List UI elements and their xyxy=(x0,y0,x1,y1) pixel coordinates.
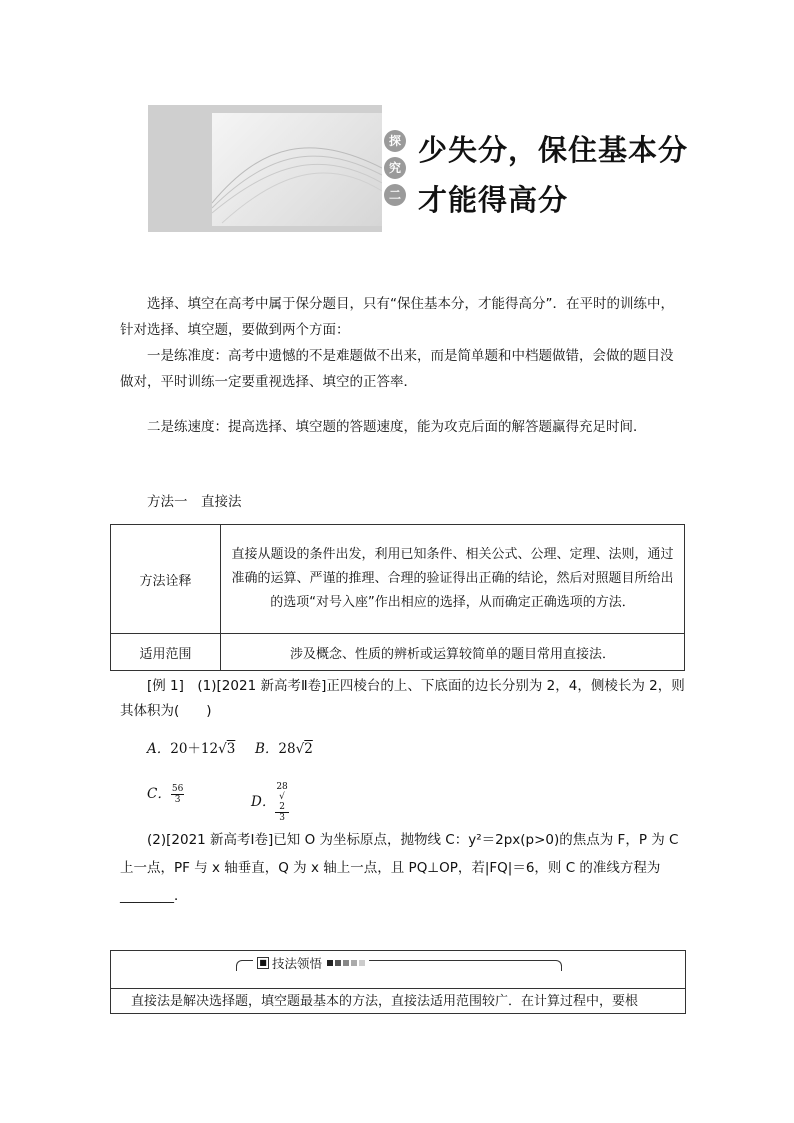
method-table xyxy=(110,524,685,671)
tip-box xyxy=(110,950,686,1014)
tip-title: 技法领悟 xyxy=(272,956,323,971)
option-a-radicand: 3 xyxy=(226,741,236,757)
option-d-label: D． xyxy=(251,794,276,810)
option-a-text: 20＋12 xyxy=(170,741,219,757)
option-c-denominator: 3 xyxy=(174,795,181,805)
section-badge-2: 究 xyxy=(384,157,406,179)
option-d-numerator: 28 xyxy=(276,782,288,792)
table-row xyxy=(111,525,685,634)
decorative-wave xyxy=(212,113,382,226)
page-title-line2: 才能得高分 xyxy=(418,183,569,217)
option-b-text: 28 xyxy=(278,741,296,757)
example-question-2: (2)[2021 新高考Ⅰ卷]已知 O 为坐标原点，抛物线 C：y²＝2px(p>0)的焦点为 F，P 为 C 上一点，PF 与 x 轴垂直，Q 为 x 轴上一点，且 PQ⊥OP，若|FQ|＝6，则 C 的准线方程为________． xyxy=(120,832,679,904)
table-row-content: 直接从题设的条件出发，利用已知条件、相关公式、公理、定理、法则，通过准确的运算、严谨的推理、合理的验证得出正确的结论，然后对照题目所给出的选项“对号入座”作出相应的选择，从而确定正确选项的方法． xyxy=(221,525,685,634)
page-title-line1: 少失分，保住基本分 xyxy=(418,133,689,167)
section-badge-1: 探 xyxy=(384,130,406,152)
book-icon: ■ xyxy=(257,957,269,969)
option-a-label: A． xyxy=(147,741,171,757)
option-c-fraction xyxy=(171,784,184,805)
option-c xyxy=(147,782,184,805)
progress-squares-icon xyxy=(327,960,365,966)
option-d-radicand: 2 xyxy=(279,802,285,812)
table-row-label: 适用范围 xyxy=(111,634,221,671)
intro-paragraph-1: 选择、填空在高考中属于保分题目，只有“保住基本分，才能得高分”．在平时的训练中，针对选择、填空题，要做到两个方面： xyxy=(120,296,674,338)
intro-paragraph-3: 二是练速度：提高选择、填空题的答题速度，能为攻克后面的解答题赢得充足时间． xyxy=(147,419,647,435)
header-banner-image xyxy=(148,105,382,232)
option-b-label: B． xyxy=(255,741,279,757)
example-question-1: [例 1] (1)[2021 新高考Ⅱ卷]正四棱台的上、下底面的边长分别为 2，4，侧棱长为 2，则其体积为( ) xyxy=(120,678,685,719)
table-row-label: 方法诠释 xyxy=(111,525,221,634)
intro-paragraph-2: 一是练准度：高考中遗憾的不是难题做不出来，而是简单题和中档题做错，会做的题目没做对，平时训练一定要重视选择、填空的正答率． xyxy=(120,348,674,390)
option-d xyxy=(251,782,289,823)
sqrt-icon: √ xyxy=(218,741,227,757)
option-a xyxy=(147,737,235,757)
sqrt-icon: √ xyxy=(295,741,305,757)
sqrt-icon: √ xyxy=(279,792,285,802)
tip-divider xyxy=(111,988,685,989)
section-badge-3: 二 xyxy=(384,184,406,206)
table-row-content: 涉及概念、性质的辨析或运算较简单的题目常用直接法． xyxy=(221,634,685,671)
tip-text: 直接法是解决选择题，填空题最基本的方法，直接法适用范围较广．在计算过程中，要根 xyxy=(131,994,639,1009)
option-d-fraction xyxy=(275,782,288,823)
option-c-label: C． xyxy=(147,786,171,802)
option-d-denominator: 3 xyxy=(279,813,285,823)
tip-heading xyxy=(253,954,369,972)
wave-graphic xyxy=(212,113,382,226)
option-b xyxy=(255,737,313,757)
option-b-radicand: 2 xyxy=(304,741,313,757)
method-heading: 方法一 直接法 xyxy=(147,494,242,510)
option-c-numerator: 56 xyxy=(171,784,184,794)
table-row xyxy=(111,634,685,671)
